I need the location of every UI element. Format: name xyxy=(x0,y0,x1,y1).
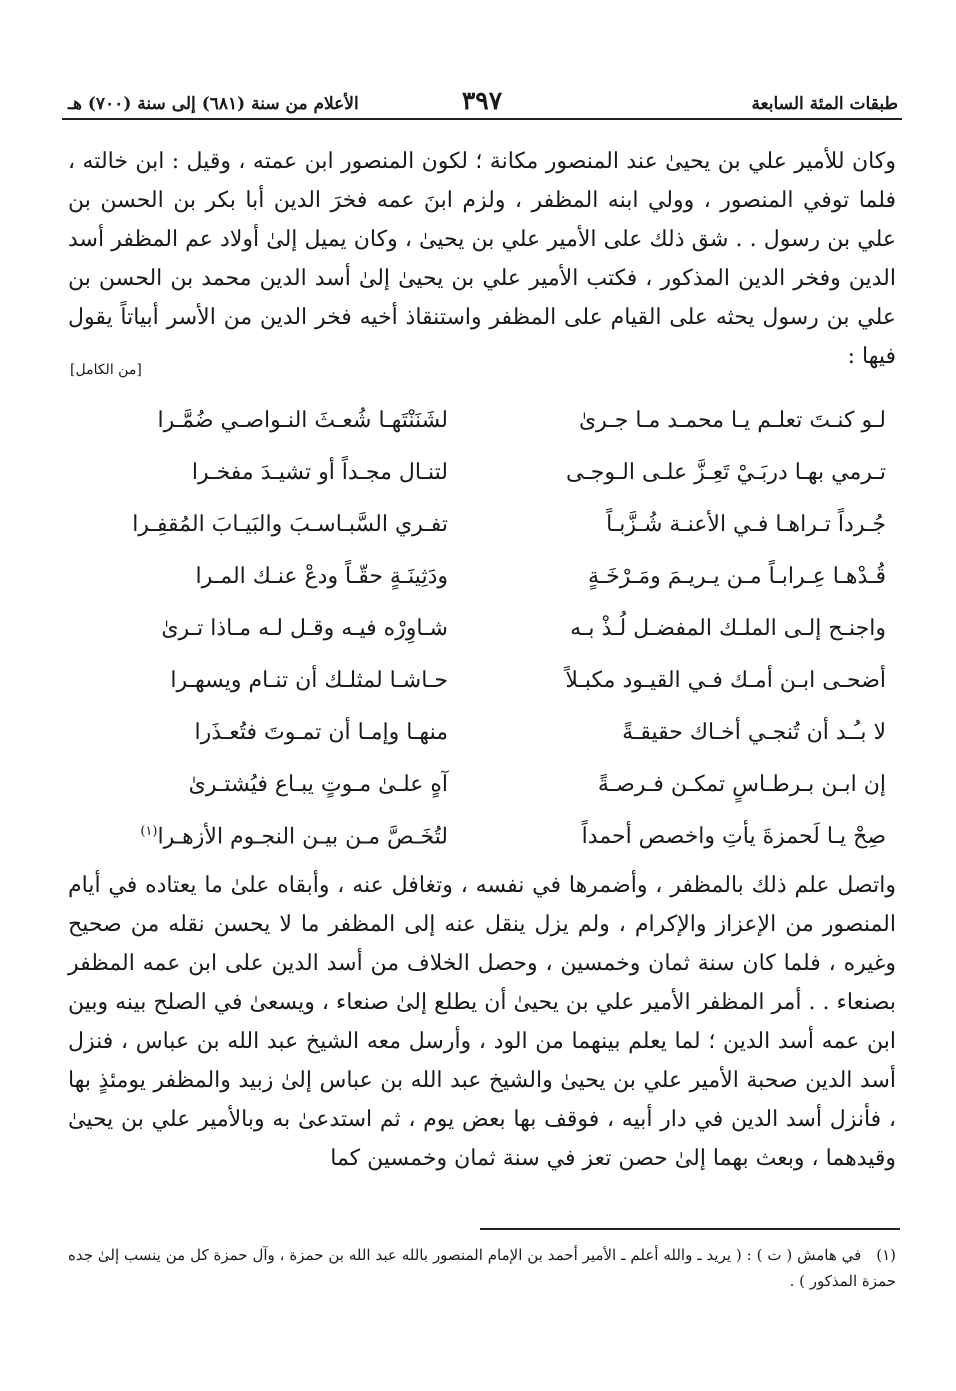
verse-second-hemistich: لتنـال مجـداً أو تشيـدَ مفخـرا xyxy=(191,460,448,485)
poem-verse xyxy=(78,408,886,460)
verse-second-hemistich: حـاشـا لمثلـك أن تنـام ويسهـرا xyxy=(170,668,448,693)
paragraph-text: واتصل علم ذلك بالمظفر ، وأضمرها في نفسه ، وتغافل عنه ، وأبقاه علىٰ ما يعتاده في أيام المنصور من الإعزاز والإكرام ، ولم يزل ينقل عنه إلى المظفر ما لا يحسن نقله من صحيح وغيره ، فلما كان سنة ثمان وخمسين ، وحصل الخلاف من أسد الدين على ابن عمه المظفر بصنعاء . . أمر المظفر الأمير علي بن يحيىٰ أن يطلع إلىٰ صنعاء ، ويسعىٰ في الصلح بينه وبين ابن عمه أسد الدين ؛ لما يعلم بينهما من الود ، وأرسل معه الشيخ عبد الله بن عباس ، فنزل أسد الدين صحبة الأمير علي بن يحيىٰ والشيخ عبد الله بن عباس إلىٰ زبيد والمظفر يومئذٍ بها ، فأنزل أسد الدين في دار أبيه ، فوقف بها بعض يوم ، ثم استدعىٰ به وبالأمير علي بن يحيىٰ وقيدهما ، وبعث بهما إلىٰ حصن تعز في سنة ثمان وخمسين كما xyxy=(68,873,896,1171)
paragraph-intro xyxy=(68,142,896,376)
poem-verse xyxy=(78,616,886,668)
verse-first-hemistich: واجنـح إلـى الملـك المفضـل لُـذْ بـه xyxy=(570,616,886,641)
poem-verse xyxy=(78,512,886,564)
poem-verse xyxy=(78,460,886,512)
poem-verse xyxy=(78,668,886,720)
page-number: ٣٩٧ xyxy=(461,86,503,115)
poem-verse xyxy=(78,772,886,824)
footnote-text: في هامش ( ت ) : ( يريد ـ والله أعلم ـ الأمير أحمد بن الإمام المنصور بالله عبد الله بن حمزة ، وآل حمزة كل من ينسب إلىٰ جده حمزة المذكور ) . xyxy=(68,1246,896,1290)
verse-second-hemistich: ودَثِينَـةٍ حقّـاً ودعْ عنـك المـرا xyxy=(195,564,448,589)
poem-meter-label: [من الكامل] xyxy=(70,362,142,378)
poem-verse xyxy=(78,720,886,772)
verse-first-hemistich: إن ابـن بـرطـاسٍ تمكـن فـرصـةً xyxy=(597,772,886,797)
poem-verse xyxy=(78,564,886,616)
page-header xyxy=(62,84,902,120)
verse-first-hemistich: أضحـى ابـن أمـك فـي القيـود مكبـلاً xyxy=(565,668,886,693)
verse-first-hemistich: تـرمي بهـا دربَـيْ تَعِـزَّ علـى الـوجـى xyxy=(565,460,886,485)
verse-first-hemistich: جُـرداً تـراهـا فـي الأعنـة شُـزَّبـاً xyxy=(606,512,886,537)
verse-text: لتُخَـصَّ مـن بيـن النجـوم الأزهـرا xyxy=(157,824,448,850)
running-title: طبقات المئة السابعة xyxy=(751,94,898,114)
verse-second-hemistich: تفـري السَّبـاسـبَ والبَيـابَ المُقفِـرا xyxy=(132,512,448,537)
book-page xyxy=(62,70,902,1370)
paragraph-narrative xyxy=(68,866,896,1178)
footnote-marker[interactable]: (١) xyxy=(140,824,158,839)
verse-first-hemistich: صِحْ يـا لَحمزةَ يأتِ واخصص أحمداً xyxy=(581,824,886,849)
verse-second-hemistich: آهٍ علـىٰ مـوتٍ يبـاع فيُشتـرىٰ xyxy=(188,772,448,797)
verse-second-hemistich: شـاوِرْه فيـه وقـل لـه مـاذا تـرىٰ xyxy=(161,616,448,641)
verse-first-hemistich: قُـدْهـا عِـرابـاً مـن يـريـمَ ومَـرْخَـةٍ xyxy=(587,564,886,589)
footnote xyxy=(68,1242,896,1294)
verse-second-hemistich xyxy=(78,824,448,849)
section-range-title: الأعلام من سنة (٦٨١) إلى سنة (٧٠٠) هـ xyxy=(68,94,359,114)
paragraph-text: وكان للأمير علي بن يحيىٰ عند المنصور مكانة ؛ لكون المنصور ابن عمته ، وقيل : ابن خالته ، فلما توفي المنصور ، وولي ابنه المظفر ، ولزم ابنَ عمه فخرَ الدين أبا بكر بن الحسن بن علي بن رسول . . شق ذلك على الأمير علي بن يحيىٰ ، وكان يميل إلىٰ أولاد عم المظفر أسد الدين وفخر الدين المذكور ، فكتب الأمير علي بن يحيىٰ إلىٰ أسد الدين محمد بن الحسن بن علي بن رسول يحثه على القيام على المظفر واستنقاذ أخيه فخر الدين من الأسر أبياتاً يقول فيها : xyxy=(68,149,896,369)
footnote-divider xyxy=(480,1228,900,1230)
poem xyxy=(78,408,886,876)
verse-first-hemistich: لا بـُـد أن تُنجـي أخـاك حقيقـةً xyxy=(622,720,886,745)
verse-second-hemistich: لشَنَنْتَهـا شُعـثَ النـواصـي ضُمَّـرا xyxy=(157,408,448,433)
verse-second-hemistich: منهـا وإمـا أن تمـوتَ فتُعـذَرا xyxy=(194,720,448,745)
verse-first-hemistich: لـو كنـتَ تعلـم يـا محمـد مـا جـرىٰ xyxy=(578,408,886,433)
footnote-number: (١) xyxy=(876,1246,896,1264)
